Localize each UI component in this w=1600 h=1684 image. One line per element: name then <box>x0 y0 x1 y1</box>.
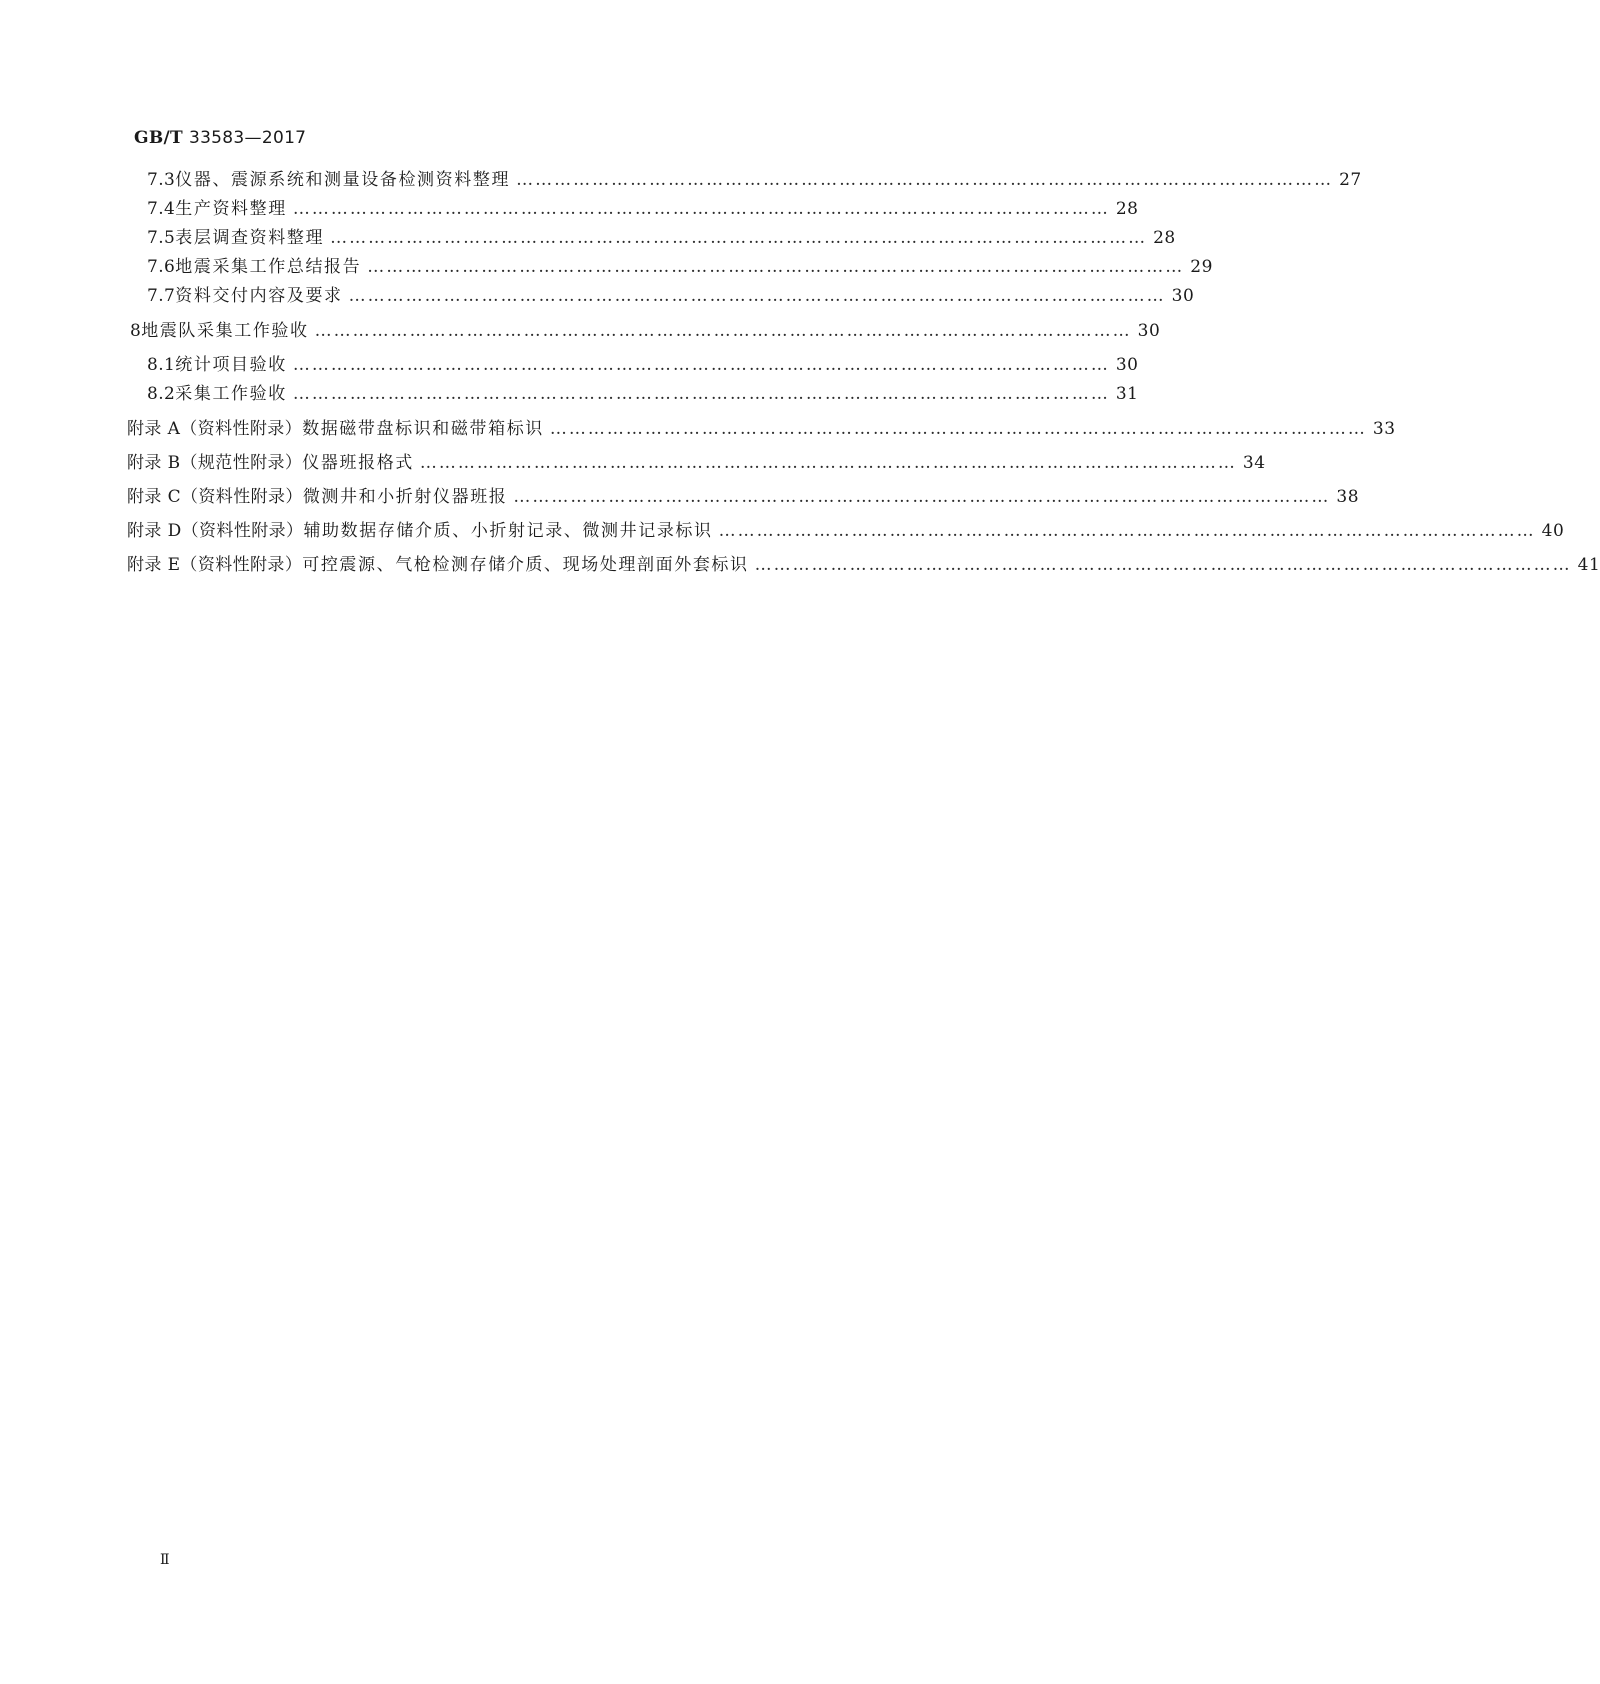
toc-entry-page: 40 <box>1541 521 1565 541</box>
toc-entry-number: 7.7 <box>147 286 176 306</box>
toc-entry-page: 38 <box>1336 487 1360 507</box>
toc-entry-number: 8 <box>130 321 142 341</box>
toc-entry-page: 29 <box>1190 257 1213 277</box>
toc-entry-title: 资料交付内容及要求 <box>175 286 343 306</box>
toc-entry-title: 表层调查资料整理 <box>175 228 325 248</box>
toc-entry-appendix-d[interactable] <box>127 520 1565 542</box>
toc-entry-page: 33 <box>1372 419 1396 439</box>
toc-entry-number: 7.6 <box>147 257 176 277</box>
toc-entry-title: 仪器、震源系统和测量设备检测资料整理 <box>175 170 511 190</box>
toc-entry-8[interactable] <box>130 320 1161 342</box>
toc-leader-dots: ………………………………………………………………………………………………………………… <box>292 355 1110 375</box>
toc-entry-appendix-b[interactable] <box>127 452 1266 474</box>
toc-leader-dots: ………………………………………………………………………………………………………………… <box>419 453 1237 473</box>
toc-entry-7-4[interactable] <box>147 198 1139 220</box>
toc-entry-page: 30 <box>1137 321 1161 341</box>
toc-leader-dots: ………………………………………………………………………………………………………………… <box>292 384 1110 404</box>
toc-entry-title: 采集工作验收 <box>175 384 287 404</box>
toc-entry-title: 地震队采集工作验收 <box>141 321 309 341</box>
toc-entry-title: 仪器班报格式 <box>302 453 414 473</box>
toc-entry-8-1[interactable] <box>147 354 1139 376</box>
toc-entry-number: 附录 A（资料性附录） <box>127 419 303 439</box>
toc-leader-dots: ………………………………………………………………………………………………………………… <box>549 419 1367 439</box>
standard-code-number: 33583—2017 <box>188 128 307 148</box>
toc-entry-page: 28 <box>1115 199 1139 219</box>
toc-entry-page: 30 <box>1115 355 1139 375</box>
toc-entry-page: 27 <box>1339 170 1362 190</box>
toc-leader-dots: ………………………………………………………………………………………………………………… <box>367 257 1185 277</box>
toc-entry-title: 地震采集工作总结报告 <box>175 257 362 277</box>
toc-entry-appendix-c[interactable] <box>127 486 1360 508</box>
standard-code <box>134 128 306 148</box>
toc-entry-8-2[interactable] <box>147 383 1139 405</box>
toc-leader-dots: ………………………………………………………………………………………………………………… <box>330 228 1148 248</box>
toc-entry-number: 7.3 <box>147 170 176 190</box>
toc-entry-page: 41 <box>1577 555 1600 575</box>
toc-entry-title: 微测井和小折射仪器班报 <box>302 487 508 507</box>
toc-leader-dots: ………………………………………………………………………………………………………………… <box>348 286 1166 306</box>
page-number: Ⅱ <box>160 1552 170 1568</box>
toc-entry-appendix-e[interactable] <box>127 554 1600 576</box>
toc-entry-number: 8.1 <box>147 355 176 375</box>
toc-entry-number: 附录 B（规范性附录） <box>127 453 303 473</box>
toc-entry-number: 附录 C（资料性附录） <box>127 487 303 507</box>
toc-entry-page: 31 <box>1115 384 1139 404</box>
toc-leader-dots: ………………………………………………………………………………………………………………… <box>516 170 1334 190</box>
toc-entry-appendix-a[interactable] <box>127 418 1396 440</box>
toc-entry-7-3[interactable] <box>147 169 1362 191</box>
toc-entry-title: 数据磁带盘标识和磁带箱标识 <box>302 419 544 439</box>
standard-code-prefix: GB/T <box>134 128 183 148</box>
toc-leader-dots: ………………………………………………………………………………………………………………… <box>314 321 1132 341</box>
toc-entry-number: 7.5 <box>147 228 176 248</box>
toc-entry-number: 8.2 <box>147 384 176 404</box>
toc-entry-title: 辅助数据存储介质、小折射记录、微测井记录标识 <box>303 521 713 541</box>
toc-entry-title: 生产资料整理 <box>175 199 287 219</box>
toc-leader-dots: ………………………………………………………………………………………………………………… <box>513 487 1331 507</box>
toc-entry-page: 34 <box>1242 453 1266 473</box>
toc-entry-7-5[interactable] <box>147 227 1176 249</box>
toc-entry-7-6[interactable] <box>147 256 1213 278</box>
toc-entry-page: 30 <box>1171 286 1195 306</box>
toc-leader-dots: ………………………………………………………………………………………………………………… <box>292 199 1110 219</box>
toc-entry-title: 可控震源、气枪检测存储介质、现场处理剖面外套标识 <box>302 555 749 575</box>
toc-entry-7-7[interactable] <box>147 285 1195 307</box>
toc-entry-number: 附录 D（资料性附录） <box>127 521 304 541</box>
toc-leader-dots: ………………………………………………………………………………………………………………… <box>718 521 1536 541</box>
toc-entry-page: 28 <box>1153 228 1176 248</box>
toc-entry-title: 统计项目验收 <box>175 355 287 375</box>
toc-entry-number: 附录 E（资料性附录） <box>127 555 303 575</box>
toc-leader-dots: ………………………………………………………………………………………………………………… <box>754 555 1572 575</box>
toc-entry-number: 7.4 <box>147 199 176 219</box>
